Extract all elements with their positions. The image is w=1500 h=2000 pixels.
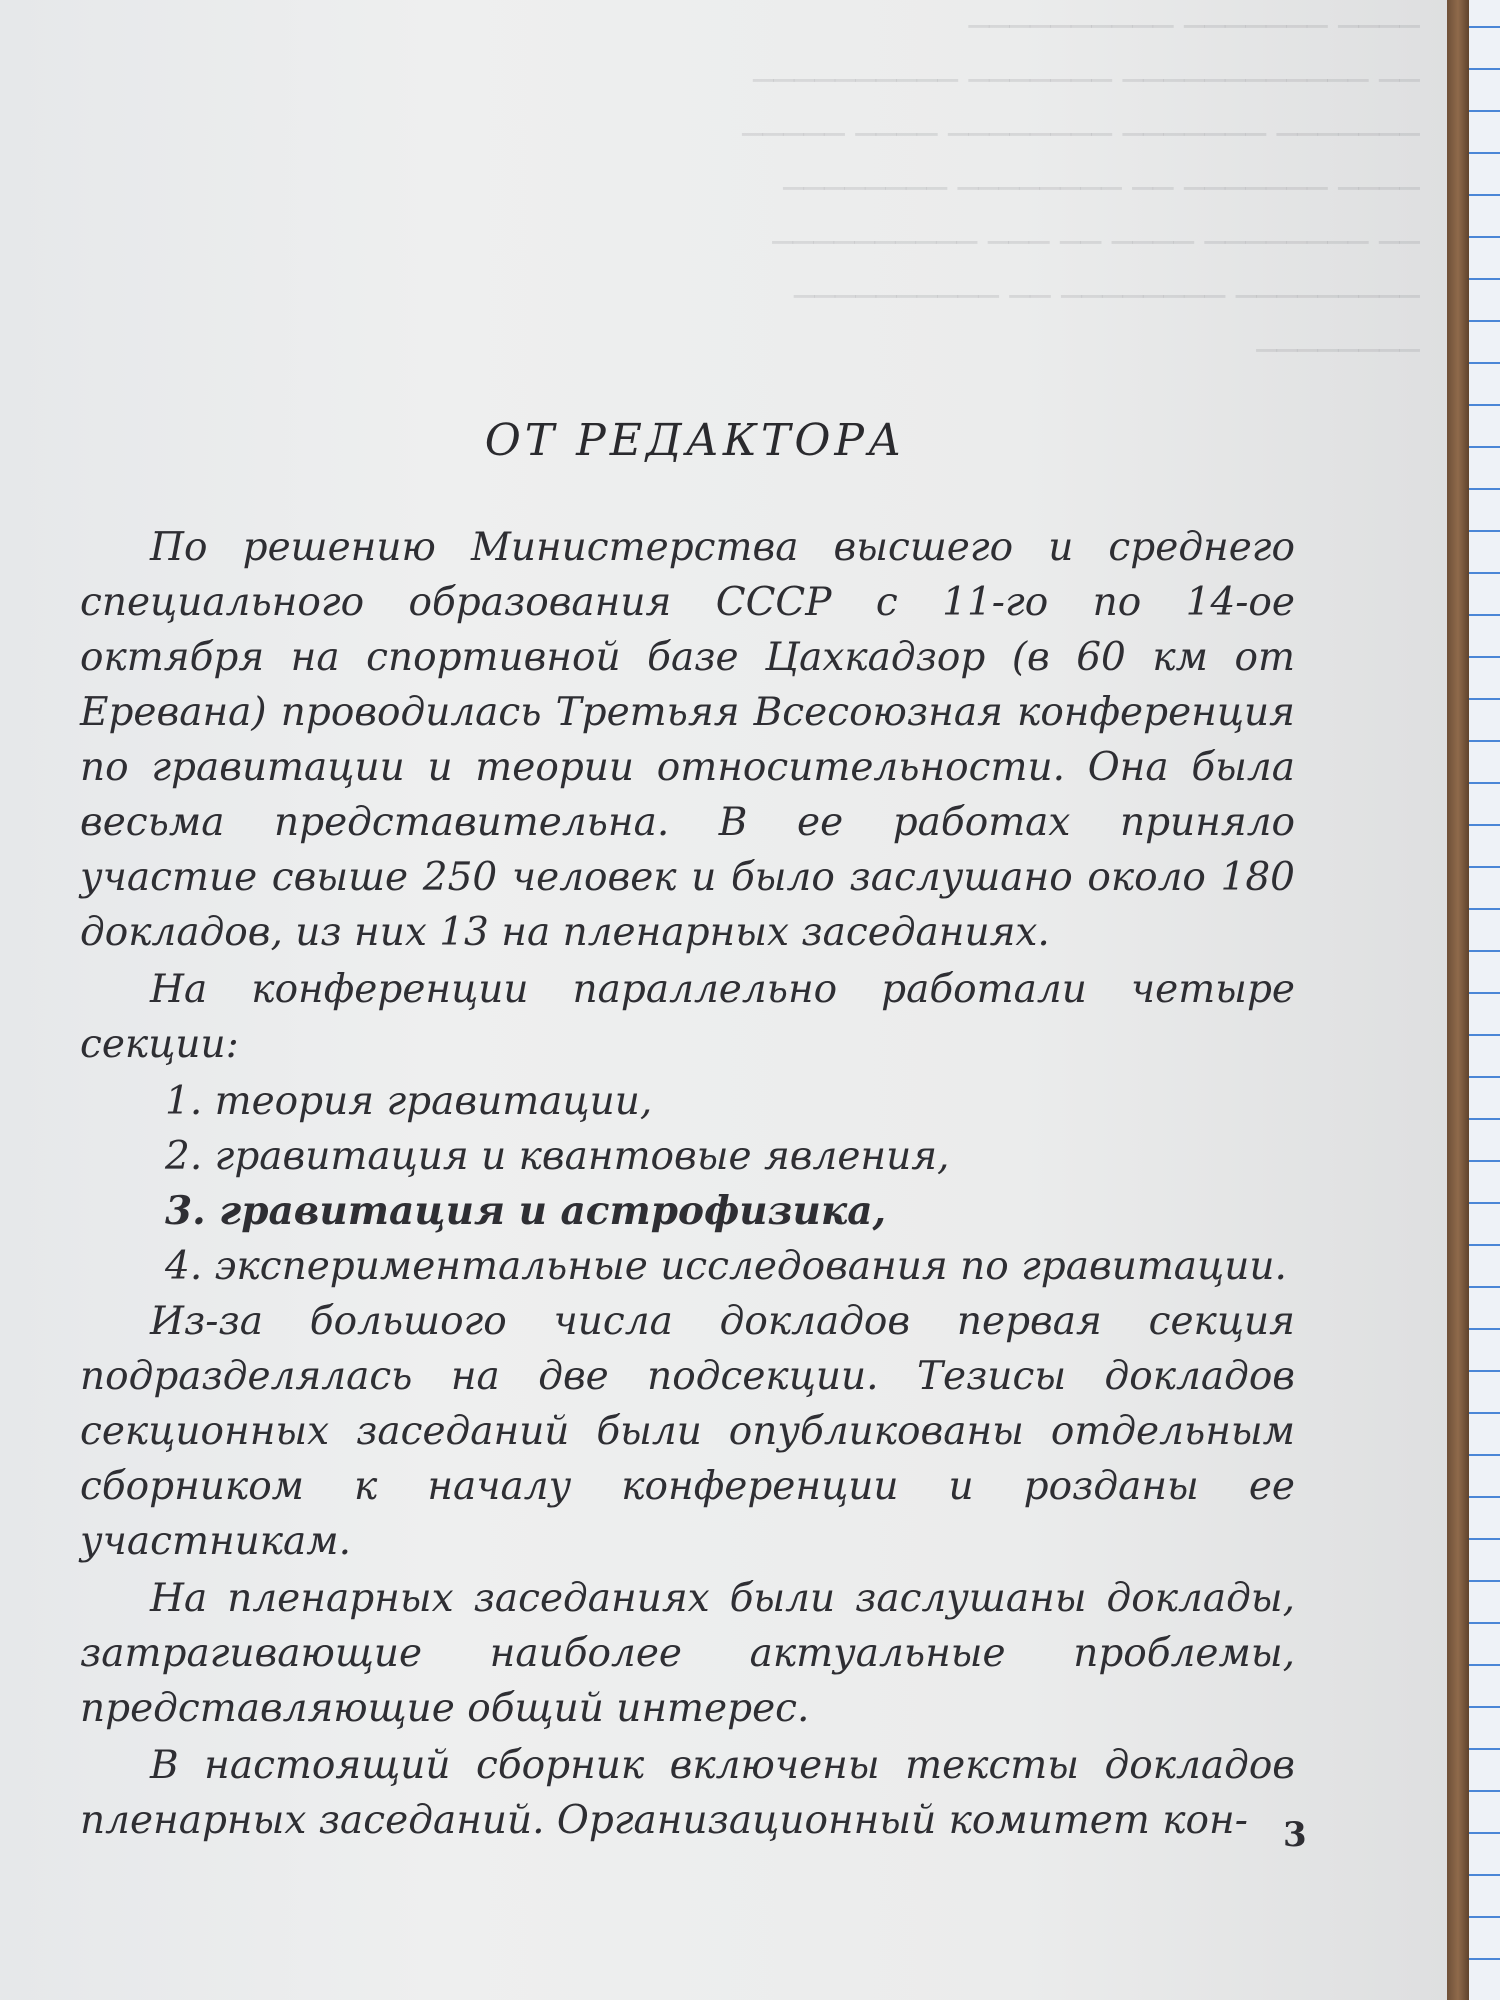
paragraph-intro: По решению Министерства высшего и среднего специального образования СССР с 11-го по 14-ое октября на спортивной базе Цахкадзор (в 60 км от Еревана) проводилась Третьяя Всесоюзная конференция по гравитации и теории относительности. Она была весьма представительна. В ее работах приняло участие свыше 250 человек и было заслушано около 180 докладов, из них 13 на пленарных заседаниях.: [80, 525, 1295, 955]
paragraph-plenary: На пленарных заседаниях были заслушаны доклады, затрагивающие наиболее актуальные проблемы, представляющие общий интерес.: [80, 1576, 1295, 1731]
list-item: 1. теория гравитации,: [165, 1079, 653, 1124]
paragraph-collection: В настоящий сборник включены тексты докладов пленарных заседаний. Организационный комитет кон-: [80, 1743, 1295, 1843]
paragraph-subsections: Из-за большого числа докладов первая секция подразделялась на две подсекции. Тезисы докладов секционных заседаний были опубликованы отдельным сборником к началу конференции и розданы ее участникам.: [80, 1299, 1295, 1564]
list-item: 4. экспериментальные исследования по гравитации.: [165, 1244, 1287, 1289]
bleed-through-text: ──── ─────── ────────── ── ──────────── ─────── ────────── ─────── ─────── ──────── ──── ───── ──── ─────── ── ──────── ──────── ── ──────── ──── ── ─── ────────── ───────── ──────── ── ────────── ────────: [742, 7, 1420, 371]
body-text: [80, 520, 1295, 1850]
page-number: 3: [1283, 1815, 1307, 1855]
list-item: 3. гравитация и астрофизика,: [165, 1188, 887, 1234]
list-item: 2. гравитация и квантовые явления,: [165, 1134, 950, 1179]
book-cover-edge: [1447, 0, 1469, 2000]
graph-paper-strip: [1469, 0, 1500, 2000]
paragraph-sections-lead: На конференции параллельно работали четыре секции:: [80, 967, 1295, 1067]
page-title: ОТ РЕДАКТОРА: [484, 415, 906, 466]
sections-list: [80, 1074, 1295, 1294]
